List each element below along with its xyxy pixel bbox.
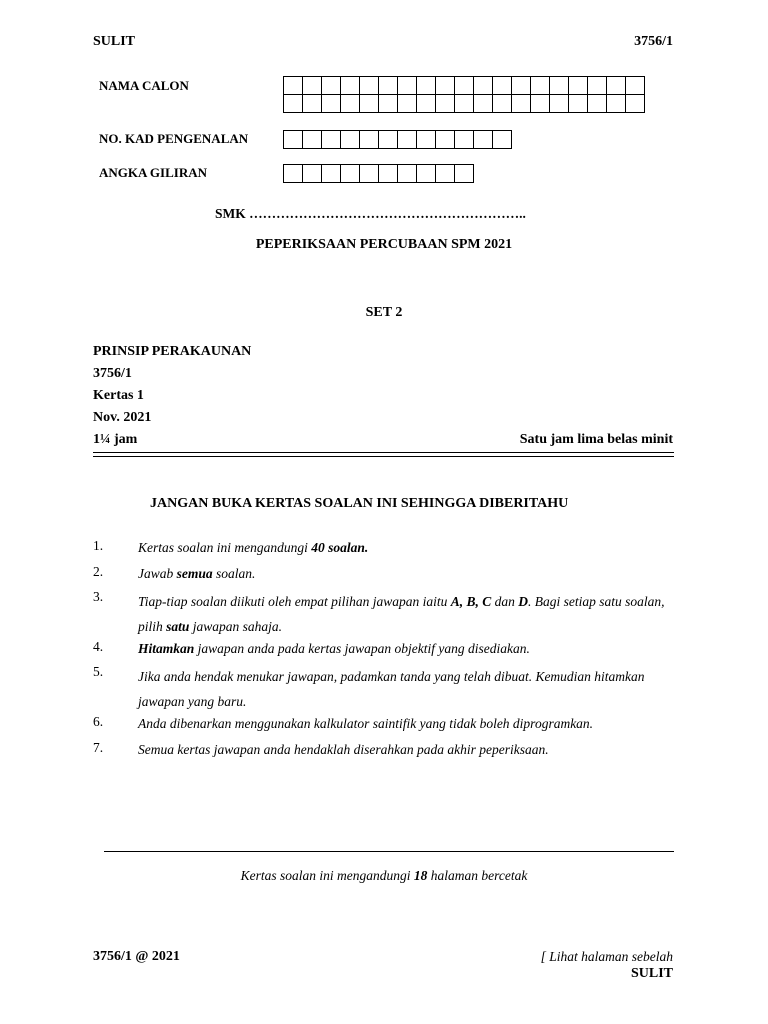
input-box[interactable] [398, 77, 417, 95]
input-box[interactable] [512, 77, 531, 95]
input-box[interactable] [588, 95, 607, 113]
instruction-segment: Anda dibenarkan menggunakan kalkulator saintifik yang tidak boleh diprogramkan. [138, 716, 594, 731]
input-box[interactable] [398, 95, 417, 113]
duration-short: 1¼ jam [93, 432, 138, 447]
header-paper-code: 3756/1 [634, 34, 673, 49]
input-box[interactable] [474, 77, 493, 95]
page-count-suffix: halaman bercetak [427, 868, 528, 883]
instruction-segment: soalan. [212, 566, 256, 581]
duration-long: Satu jam lima belas minit [519, 432, 673, 447]
input-box[interactable] [360, 131, 379, 149]
input-box[interactable] [436, 95, 455, 113]
input-box[interactable] [569, 95, 588, 113]
instruction-text [138, 740, 678, 760]
input-box[interactable] [512, 95, 531, 113]
exam-date: Nov. 2021 [93, 410, 152, 425]
instruction-segment: jawapan sahaja. [189, 619, 283, 634]
input-box[interactable] [493, 95, 512, 113]
instruction-number: 7. [93, 740, 104, 755]
input-box[interactable] [626, 77, 645, 95]
input-box[interactable] [322, 95, 341, 113]
input-box[interactable] [436, 131, 455, 149]
input-box[interactable] [455, 77, 474, 95]
input-box[interactable] [550, 77, 569, 95]
input-box[interactable] [322, 131, 341, 149]
input-box[interactable] [379, 131, 398, 149]
input-box[interactable] [303, 165, 322, 183]
input-box[interactable] [379, 165, 398, 183]
input-box[interactable] [417, 77, 436, 95]
instruction-text [138, 589, 678, 639]
footer-code: 3756/1 @ 2021 [93, 949, 180, 964]
input-box[interactable] [360, 165, 379, 183]
input-box[interactable] [341, 165, 360, 183]
input-box[interactable] [284, 131, 303, 149]
input-box[interactable] [341, 95, 360, 113]
input-box[interactable] [588, 77, 607, 95]
input-box[interactable] [607, 77, 626, 95]
input-box[interactable] [455, 95, 474, 113]
input-box[interactable] [417, 95, 436, 113]
input-box[interactable] [360, 95, 379, 113]
input-box[interactable] [531, 77, 550, 95]
input-box[interactable] [455, 131, 474, 149]
input-box[interactable] [379, 95, 398, 113]
instruction-segment: Kertas soalan ini mengandungi [138, 540, 312, 555]
input-box[interactable] [341, 131, 360, 149]
input-box[interactable] [284, 95, 303, 113]
input-box[interactable] [379, 77, 398, 95]
instruction-segment: Jika anda hendak menukar jawapan, padamkan tanda yang telah dibuat. Kemudian hitamkan jawapan yang baru. [138, 669, 645, 709]
input-box[interactable] [398, 131, 417, 149]
page-count-prefix: Kertas soalan ini mengandungi [240, 868, 414, 883]
input-box[interactable] [493, 77, 512, 95]
index-label: ANGKA GILIRAN [99, 165, 207, 180]
instruction-emphasis: semua [176, 566, 213, 581]
instruction-emphasis: 40 soalan. [311, 540, 369, 555]
input-box[interactable] [474, 95, 493, 113]
instruction-number: 3. [93, 589, 104, 604]
instruction-number: 6. [93, 714, 104, 729]
input-box[interactable] [607, 95, 626, 113]
page-count-number: 18 [413, 868, 428, 883]
header-classification: SULIT [93, 34, 136, 49]
ic-boxes[interactable] [283, 130, 512, 149]
input-box[interactable] [284, 165, 303, 183]
instruction-emphasis: satu [166, 619, 190, 634]
input-box[interactable] [322, 165, 341, 183]
index-boxes[interactable] [283, 164, 474, 183]
input-box[interactable] [417, 131, 436, 149]
paper-number: Kertas 1 [93, 388, 144, 403]
input-box[interactable] [436, 165, 455, 183]
input-box[interactable] [474, 131, 493, 149]
instruction-segment: Semua kertas jawapan anda hendaklah diserahkan pada akhir peperiksaan. [138, 742, 549, 757]
input-box[interactable] [550, 95, 569, 113]
instruction-number: 4. [93, 639, 104, 654]
instruction-emphasis: D [518, 594, 529, 609]
name-boxes[interactable] [283, 76, 645, 113]
input-box[interactable] [303, 95, 322, 113]
input-box[interactable] [569, 77, 588, 95]
input-box[interactable] [341, 77, 360, 95]
input-box[interactable] [531, 95, 550, 113]
bottom-rule [104, 851, 674, 852]
exam-title: PEPERIKSAAN PERCUBAAN SPM 2021 [255, 237, 513, 252]
subject-name: PRINSIP PERAKAUNAN [93, 344, 252, 359]
input-box[interactable] [455, 165, 474, 183]
input-box[interactable] [284, 77, 303, 95]
name-label: NAMA CALON [99, 78, 189, 93]
instruction-segment: Tiap-tiap soalan diikuti oleh empat pilihan jawapan iaitu [138, 594, 451, 609]
footer-next-page: [ Lihat halaman sebelah [540, 949, 673, 964]
set-label: SET 2 [365, 305, 403, 320]
input-box[interactable] [493, 131, 512, 149]
footer-classification: SULIT [630, 966, 673, 981]
ic-label: NO. KAD PENGENALAN [99, 131, 249, 146]
input-box[interactable] [303, 131, 322, 149]
instruction-text [138, 714, 678, 734]
instruction-text [138, 564, 678, 584]
input-box[interactable] [303, 77, 322, 95]
input-box[interactable] [626, 95, 645, 113]
instruction-number: 5. [93, 664, 104, 679]
warning-heading: JANGAN BUKA KERTAS SOALAN INI SEHINGGA DIBERITAHU [150, 496, 569, 511]
instruction-segment: jawapan anda pada kertas jawapan objektif yang disediakan. [194, 641, 530, 656]
subject-code: 3756/1 [93, 366, 132, 381]
instruction-segment: . Bagi setiap satu soalan, pilih [138, 594, 665, 634]
instruction-text [138, 639, 678, 659]
instruction-segment: Jawab [138, 566, 177, 581]
input-box[interactable] [417, 165, 436, 183]
input-box[interactable] [436, 77, 455, 95]
instructions-list [93, 538, 683, 778]
input-box[interactable] [360, 77, 379, 95]
instruction-emphasis: Hitamkan [138, 641, 195, 656]
input-box[interactable] [398, 165, 417, 183]
instruction-text [138, 538, 678, 558]
double-rule [93, 452, 674, 457]
page-count-note [0, 868, 768, 884]
instruction-number: 2. [93, 564, 104, 579]
school-line: SMK …………………………………………………….. [215, 206, 526, 221]
instruction-segment: dan [491, 594, 519, 609]
input-box[interactable] [322, 77, 341, 95]
instruction-number: 1. [93, 538, 104, 553]
instruction-emphasis: A, B, C [450, 594, 492, 609]
instruction-text [138, 664, 678, 714]
